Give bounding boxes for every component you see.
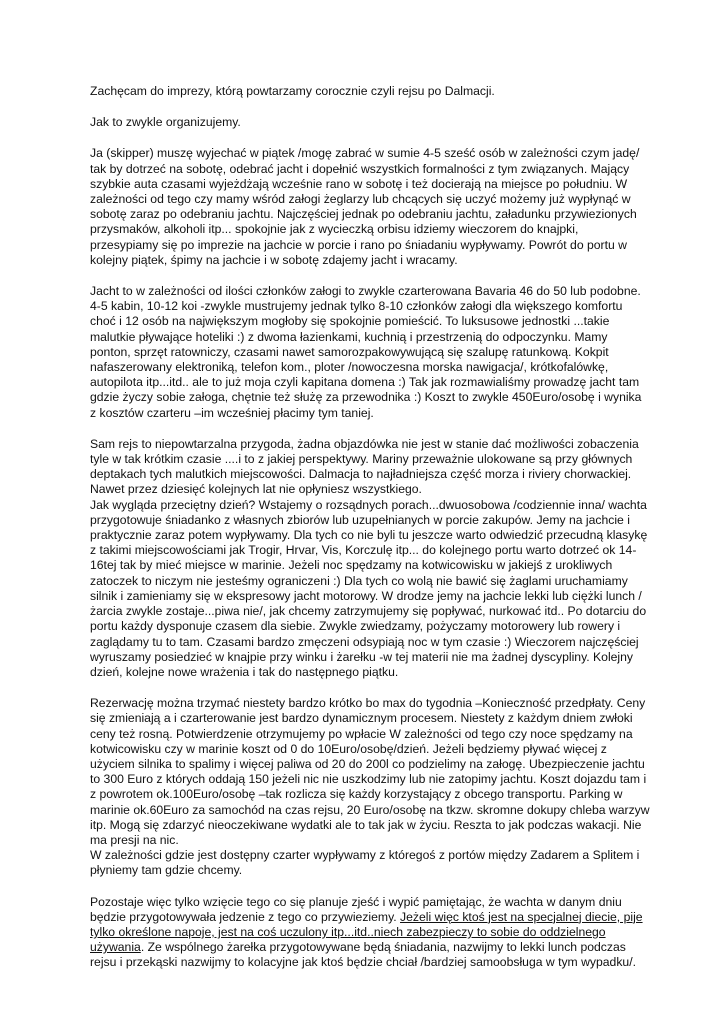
food-text-start: Pozostaje więc tylko wzięcie tego co się planuje zjeść i wypić pamiętając, że wachta w danym dniu będzie przygotowywała jedzenie z tego co przywieziemy. [90,894,622,924]
food-text-end: . Ze wspólnego żarełka przygotowywane będą śniadania, nazwijmy to lekki lunch podczas rejsu i przekąski nazwijmy to kolacyjne jak ktoś będzie chciał /bardziej samoobsługa w tym wypadku/. [90,940,636,970]
diet-note-underlined: Jeżeli więc ktoś jest na specjalnej diecie, pije tylko określone napoje, jest na coś uczulony itp...itd..niech zabezpieczy to sobie do oddzielnego używania [90,909,643,955]
booking-paragraph: Rezerwację można trzymać niestety bardzo krótko bo max do tygodnia –Konieczność przedpłaty. Ceny się zmieniają a i czarterowanie jest bardzo dynamicznym procesem. Niestety z każdym dniem zwłoki ceny też rosną. Potwierdzenie otrzymujemy po wpłacie W zależności od tego czy noce spędzamy na kotwicowisku czy w marinie koszt od 0 do 10Euro/osobę/dzień. Jeżeli będziemy pływać więcej z użyciem silnika to spalimy i więcej paliwa od 20 do 200l co podzielimy na załogę. Ubezpieczenie jachtu to 300 Euro z których oddają 150 jeżeli nic nie uszkodzimy lub nie zatopimy jachtu. Koszt dojazdu tam i z powrotem ok.100Euro/osobę –tak rozlicza się każdy korzystający z obcego transportu. Parking w marinie ok.60Euro za samochód na czas rejsu, 20 Euro/osobę na tkzw. skromne dokupy chleba warzyw itp. Mogą się zdarzyć nieoczekiwane wydatki ale to tak jak w życiu. Reszta to jak podczas wakacji. Nie ma presji na nic. [90,696,650,847]
skipper-paragraph: Ja (skipper) muszę wyjechać w piątek /mogę zabrać w sumie 4-5 sześć osób w zależności czym jadę/ tak by dotrzeć na sobotę, odebrać jacht i dopełnić wszystkich formalności z tym związanych. Mający szybkie auta czasami wyjeżdżają wcześnie rano w sobotę i też docierają na miejsce po południu. W zależności od tego czy mamy wśród załogi żeglarzy lub chcących się uczyć możemy już wypłynąć w sobotę zaraz po odebraniu jachtu. Najczęściej jednak po odebraniu jachtu, załadunku przywiezionych przysmaków, alkoholi itp... spokojnie jak z wycieczką orbisu idziemy wieczorem do knajpki, przesypiamy się po imprezie na jachcie w porcie i rano po śniadaniu wypływamy. Powrót do portu w kolejny piątek, śpimy na jachcie i w sobotę zdajemy jacht i wracamy. [90,146,640,267]
charter-paragraph: W zależności gdzie jest dostępny czarter wypływamy z któregoś z portów między Zadarem a Splitem i płyniemy tam gdzie chcemy. [90,848,640,878]
intro-paragraph: Zachęcam do imprezy, którą powtarzamy corocznie czyli rejsu po Dalmacji. [90,84,495,98]
food-paragraph [90,895,650,971]
typical-day-paragraph: Jak wygląda przeciętny dzień? Wstajemy o rozsądnych porach...dwuosobowa /codziennie inna/ wachta przygotowuje śniadanko z własnych zbiorów lub uzupełnianych w porcie zakupów. Jemy na jachcie i praktycznie zaraz potem wypływamy. Dla tych co nie byli tu jeszcze warto odwiedzić przecudną klasykę z takimi miejscowościami jak Trogir, Hrvar, Vis, Korczulę itp... do kolejnego portu warto dotrzeć ok 14-16tej tak by mieć miejsce w marinie. Jeżeli noc spędzamy na kotwicowisku w jakiejś z urokliwych zatoczek to niczym nie jesteśmy ograniczeni :) Dla tych co wolą nie bawić się żaglami uruchamiamy silnik i zamieniamy się w ekspresowy jacht motorowy. W drodze jemy na jachcie lekki lub ciężki lunch /żarcia zwykle zostaje...piwa nie/, jak chcemy zatrzymujemy się popływać, nurkować itd.. Po dotarciu do portu każdy dysponuje czasem dla siebie. Zwykle zwiedzamy, pożyczamy motorowery lub rowery i zaglądamy tu to tam. Czasami bardzo zmęczeni odsypiają noc w tym czasie :) Wieczorem najczęściej wyruszamy posiedzieć w knajpie przy winku i żarełku -w tej materii nie ma żadnej dyscypliny. Kolejny dzień, kolejne nowe wrażenia i tak do następnego piątku. [90,497,648,679]
adventure-paragraph: Sam rejs to niepowtarzalna przygoda, żadna objazdówka nie jest w stanie dać możliwości zobaczenia tyle w tak krótkim czasie ....i to z jakiej perspektywy. Mariny przeważnie ulokowane są przy głównych deptakach tych malutkich miejscowości. Dalmacja to najładniejsza część morza i riviery chorwackiej. Nawet przez dziesięć kolejnych lat nie opłyniesz wszystkiego. [90,436,639,497]
document-page [90,84,650,987]
yacht-paragraph: Jacht to w zależności od ilości członków załogi to zwykle czarterowana Bavaria 46 do 50 lub podobne. 4-5 kabin, 10-12 koi -zwykle mustrujemy jednak tylko 8-10 członków załogi dla większego komfortu choć i 12 osób na największym mogłoby się spokojnie pomieścić. To luksusowe jednostki ...takie malutkie pływające hoteliki :) z dwoma łazienkami, kuchnią i przestrzenią do odpoczynku. Mamy ponton, sprzęt ratowniczy, czasami nawet samorozpakowywującą się szalupę ratunkową. Kokpit nafaszerowany elektroniką, telefon kom., ploter /nowoczesna morska nawigacja/, krótkofalówkę, autopilota itp...itd.. ale to już moja czyli kapitana domena :) Tak jak rozmawialiśmy prowadzę jacht tam gdzie życzy sobie załoga, chętnie też służę za przewodnika :) Koszt to zwykle 450Euro/osobę i wynika z kosztów czarteru –im wcześniej płacimy tym taniej. [90,284,642,420]
organize-paragraph: Jak to zwykle organizujemy. [90,115,241,130]
